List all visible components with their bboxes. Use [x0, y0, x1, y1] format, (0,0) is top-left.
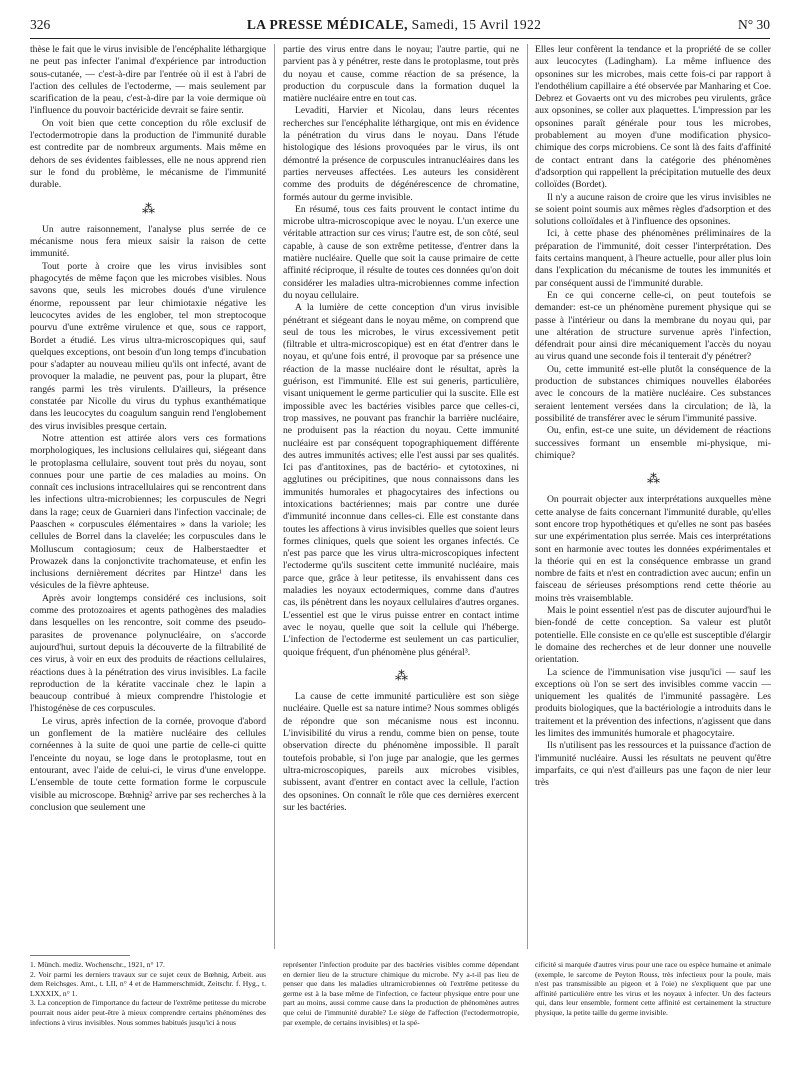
paragraph: Ou, enfin, est-ce une suite, un dévidement de réactions successives formant un ensemble mi-physique, mi-chimique?: [535, 425, 771, 461]
paragraph: Ils n'utilisent pas les ressources et la puissance d'action de l'immunité nucléaire. Aussi les résultats ne peuvent qu'être imparfaits, ce qui n'est d'ailleurs pas une façon de nier leur très: [535, 740, 771, 789]
column-3: [535, 44, 771, 949]
section-separator: ⁂: [142, 200, 154, 216]
footnote-3-continued-2: cificité si marquée d'autres virus pour une race ou espèce humaine et animale (exemple, le sarcome de Peyton Rouss, très infectieux pour la poule, mais n'est pas transmissible au pigeon et à l'oie) ne s'expliquent que par une affinité particulière entre les virus et les noyaux à infecter. Un des facteurs qui, dans leur ensemble, forment cette affinité est certainement la structure physique, la petite taille du germe invisible.: [535, 960, 771, 1017]
issue-number: N° 30: [737, 17, 770, 32]
footnote-1: 1. Münch. mediz. Wochenschr., 1921, n° 17.: [30, 960, 165, 969]
journal-title: [247, 17, 541, 33]
paragraph: Après avoir longtemps considéré ces inclusions, soit comme des protozoaires et agents pathogènes des maladies dans lesquelles on les rencontre, soit comme des pseudo-parasites de provenance polynucléaire, on s'accorde aujourd'hui, surtout depuis la découverte de la filtrabilité de ces virus, à voir en eux des produits de réactions cellulaires, réactions dues à la pénétration des virus invisibles. La facile reproduction de la kératite vaccinale chez le lapin a beaucoup contribué à mieux comprendre l'histologie et l'histogénèse de ces corpuscules.: [30, 592, 266, 715]
header-rule: [30, 38, 770, 39]
paragraph: Elles leur confèrent la tendance et la propriété de se coller aux leucocytes (Ladingham). La même influence des opsonines sur les microbes, mais cette fois-ci par rapport à l'endothélium capillaire a été observée par Manharing et Coe. Debrez et Govaerts ont vu des microbes peu virulents, grâce aux opsonines, se coller aux plaquettes. L'impression par les opsonines paraît générale pour tous les microbes, probablement au moyen d'une modification physico-chimique des corps microbiens. Ce sont là des faits d'affinité de contact entrant dans la catégorie des phénomènes d'adsorption qui rappellent la précipitation mutuelle des deux colloïdes (Bordet).: [535, 44, 771, 191]
paragraph: Ou, cette immunité est-elle plutôt la conséquence de la production de substances chimiques nouvelles élaborées avec le concours de la matière nucléaire. Ces substances seraient lentement versées dans la circulation; de là, la possibilité de transférer avec le sérum l'immunité passive.: [535, 363, 771, 424]
paragraph: En résumé, tous ces faits prouvent le contact intime du microbe ultra-microscopique avec le noyau. L'un exerce une véritable attraction sur ces virus; l'autre est, de son côté, seul capable, à cause de son extrême petitesse, d'entrer dans la matière nucléaire. Quelle que soit la cause primaire de cette affinité réciproque, il résulte de toutes ces données qu'on doit considérer les maladies ultra-microbiennes comme infection du noyau cellulaire.: [283, 203, 519, 301]
paragraph: La cause de cette immunité particulière est son siège nucléaire. Quelle est sa nature intime? Nous sommes obligés de répondre que son mécanisme nous est inconnu. L'invisibilité du virus a rendu, comme bien on pense, toute observation directe du phénomène impossible. Il paraît toutefois probable, si l'on juge par analogie, que les germes ultra-microscopiques, pareils aux microbes visibles, subissent, avant d'entrer en contact avec la cellule, l'action des opsonines. On connaît le rôle que ces dernières exercent sur les bactéries.: [283, 691, 519, 813]
paragraph: A la lumière de cette conception d'un virus invisible pénétrant et siégeant dans le noyau même, on comprend que seul de tous les microbes, le virus excessivement petit (filtrable et ultra-microscopique) est en état d'entrer dans le noyau, et qu'une fois entré, il provoque par sa présence une réaction de la masse nucléaire dont le résultat, après la guérison, est l'immunité. Elle est sui generis, particulière, visant uniquement le germe particulier qui la suscite. Elle est impossible avec les bactéries visibles parce que celles-ci, trop massives, ne pouvant pas franchir la barrière nucléaire, ne produisent pas la réaction du noyau. Cette immunité nucléaire est par conséquent topographiquement différente des autres immunités actives; elle l'est aussi par ses qualités. Ici pas d'antitoxines, pas de bactério- et cytotoxines, ni agglutines ou précipitines, que nous connaissons dans les immunités humorales et phagocytaires des infections ou intoxications bactériennes; mais par contre une durée d'immunité inconnue dans celles-ci. Elle est constante dans toutes les affections à virus invisibles quelles que soient leurs formes cliniques, quels que soient les organes infectés. Ce n'est pas parce que les virus ultra-microscopiques infectent l'ectoderme qu'ils suscitent cette immunité nucléaire, mais parce que, grâce à leur petitesse, ils envahissent dans ces maladies les noyaux ectodermiques, comme dans d'autres cas, ils pénètrent dans les noyaux cellulaires d'autres organes. L'essentiel est que le virus puisse entrer en contact intime avec le noyau, quelle que soit la cellule qui l'héberge. L'infection de l'ectoderme est seulement un cas particulier, quoique fréquent, d'un phénomène plus général³.: [283, 302, 519, 658]
column-divider: [274, 44, 275, 949]
paragraph: thèse le fait que le virus invisible de l'encéphalite léthargique ne peut pas infecter l'animal d'expérience par introduction sous-cutanée, — c'est-à-dire par l'entrée où il est à l'abri de l'action des cellules de l'ectoderme, — mais seulement par scarification de la peau, c'est-à-dire par la voie dermique où l'influence du pouvoir bactéricide devrait se faire sentir.: [30, 44, 266, 117]
journal-name: LA PRESSE MÉDICALE,: [246, 17, 408, 32]
page-header: [30, 12, 770, 38]
footnote-rule: [30, 955, 130, 957]
paragraph: Il n'y a aucune raison de croire que les virus invisibles ne se soient point soumis aux mêmes règles d'adsorption et des solutions colloïdales et à l'influence des opsonines.: [535, 191, 771, 228]
footnote-2: 2. Voir parmi les derniers travaux sur ce sujet ceux de Bœhnig, Arbeit. aus dem Reichsges. Amt., t. LII, n° 4 et de Hammerschmidt, Zeitschr. f. Hyg., t. LXXXIX, n° 1.: [30, 969, 266, 998]
paragraph: Ici, à cette phase des phénomènes préliminaires de la préparation de l'immunité, doit cesser l'interprétation. Des faits certains manquent, à l'heure actuelle, pour aller plus loin dans l'explication du mécanisme de toutes les immunités et par conséquent aussi de l'immunité durable.: [535, 228, 771, 289]
footnotes-column-1: [30, 960, 266, 1027]
footnotes-column-2: [283, 960, 519, 1027]
section-separator: ⁂: [395, 667, 407, 683]
page-number: 326: [30, 17, 51, 32]
column-2: [283, 44, 519, 949]
paragraph: Levaditi, Harvier et Nicolau, dans leurs récentes recherches sur l'encéphalite léthargique, ont mis en évidence la pénétration du virus dans le noyau. Dans l'étude histologique des lésions provoquées par le virus, ils ont démontré la présence de corpuscules intranucléaires dans les parties nerveuses affectées. Les auteurs les considèrent comme des produits de dégénérescence de chromatine, formés autour du germe invisible.: [283, 105, 519, 203]
paragraph: Mais le point essentiel n'est pas de discuter aujourd'hui le bien-fondé de cette conception. Sa valeur est plutôt potentielle. Elle consiste en ce qu'elle est susceptible d'élargir le domaine des recherches et de leur donner une nouvelle orientation.: [535, 605, 771, 666]
footnote-3: 3. La conception de l'importance du facteur de l'extrême petitesse du microbe pourrait nous aider peut-être à mieux comprendre certains phénomènes des infections à virus invisibles. Nous sommes habitués jusqu'ici à nous: [30, 998, 266, 1027]
paragraph: Tout porte à croire que les virus invisibles sont phagocytés de même façon que les microbes visibles. Nous savons que, seuls les microbes doués d'une virulence énorme, repoussent par leur chimiotaxie négative les leucocytes avides de les englober, tel mon streptocoque pourvu d'une extrême virulence et que, sous ce rapport, Bordet a étudié. Les virus ultra-microscopiques qui, sauf quelques exceptions, ont besoin d'un long temps d'incubation pour s'adapter au nouveau milieu qu'ils ont infecté, avant de provoquer la maladie, ne peuvent pas, pour la plupart, être rangés parmi les très virulents. D'ailleurs, la présence constatée par Nicolle du virus du typhus exanthématique dans les leucocytes du coagulum sanguin rend l'englobement des virus invisibles presque certain.: [30, 260, 266, 432]
issue-date: Samedi, 15 Avril 1922: [411, 17, 542, 32]
paragraph: Le virus, après infection de la cornée, provoque d'abord un gonflement de la matière nucléaire des cellules cornéennes à la suite de quoi une partie de celle-ci quitte l'enceinte du noyau, se loge dans le protoplasme, tout en entourant, avec l'aide de celui-ci, le virus d'une enveloppe. L'ensemble de toute cette formation forme le corpuscule visible au microscope. Bœhnig² arrive par ses recherches à la conclusion que seulement une: [30, 715, 266, 813]
paragraph: La science de l'immunisation vise jusqu'ici — sauf les exceptions où l'on se sert des invisibles comme vaccin — uniquement les qualités de l'immunité passagère. Les produits biologiques, que la bactériologie a introduits dans le traitement et la prévention des infections, n'agissent que dans les limites des immunités humorale et phagocytaire.: [535, 666, 771, 740]
paragraph: partie des virus entre dans le noyau; l'autre partie, qui ne parvient pas à y pénétrer, reste dans le protoplasme, tout près du noyau et cause, comme réaction de sa présence, la production du corpuscule dans la formation duquel la matière nucléaire entre en tout cas.: [283, 44, 519, 105]
paragraph: On pourrait objecter aux interprétations auxquelles mène cette analyse de faits concernant l'immunité durable, qu'elles sont encore trop hypothétiques et qu'elles ne sont pas basées sur une expérimentation plus serrée. Mais ces interprétations sont en harmonie avec toutes les données expérimentales et la théorie qui en est la conséquence embrasse un grand nombre de faits et n'est en contradiction avec aucun; enfin un faisceau de sérieuses présomptions rend cette théorie au moins très vraisemblable.: [535, 494, 771, 604]
paragraph: Notre attention est attirée alors vers ces formations morphologiques, les inclusions cellulaires qui, siégeant dans le protoplasma cellulaire, souvent tout près du noyau, sont connues pour une partie de ces maladies au moins. On connaît ces inclusions intracellulaires qui se rencontrent dans les infections ultra-microbiennes; les corpuscules de Negri dans la rage; ceux de Guarnieri dans l'infection vaccinale; de Paaschen « corpuscules élémentaires » dans la variole; les cellules de Borrel dans la clavelée; les corpuscules dans le Molluscum contagiosum; ceux de Halberstaedter et Prowazek dans la conjonctivite trachomateuse, et enfin les inclusions dernièrement décrites par Hintze¹ dans les vésicules de la fièvre aphteuse.: [30, 432, 266, 592]
paragraph: On voit bien que cette conception du rôle exclusif de l'ectodermotropie dans la production de l'immunité durable est contredite par de nombreux arguments. Mais même en dehors de ses évidentes faiblesses, elle ne nous apprend rien sur le fond du problème, le mécanisme de l'immunité durable.: [30, 117, 266, 191]
column-1: [30, 44, 266, 949]
paragraph: Un autre raisonnement, l'analyse plus serrée de ce mécanisme nous fera mieux saisir la raison de cette immunité.: [30, 223, 266, 260]
section-separator: ⁂: [647, 471, 659, 487]
paragraph: En ce qui concerne celle-ci, on peut toutefois se demander: est-ce un phénomène purement physique qui se passe à l'intérieur ou dans la membrane du noyau qui, par une altération de structure survenue après l'infection, défendrait pour ainsi dire mécaniquement l'accès du noyau au virus quand une seconde fois il tenterait d'y pénétrer?: [535, 289, 771, 363]
column-divider: [527, 44, 528, 949]
footnote-3-continued: représenter l'infection produite par des bactéries visibles comme dépendant en dernier lieu de la structure chimique du microbe. N'y a-t-il pas lieu de penser que dans les maladies ultramicrobiennes où l'extrême petitesse du germe est à la base même de l'infection, ce facteur physique entre pour une part au moins, aussi comme cause dans la production de phénomènes autres que celui de l'immunité durable? Le siège de l'affection (l'ectodermotropie, par exemple, de certains invisibles) et la spé-: [283, 960, 519, 1027]
footnotes-column-3: [535, 960, 771, 1018]
